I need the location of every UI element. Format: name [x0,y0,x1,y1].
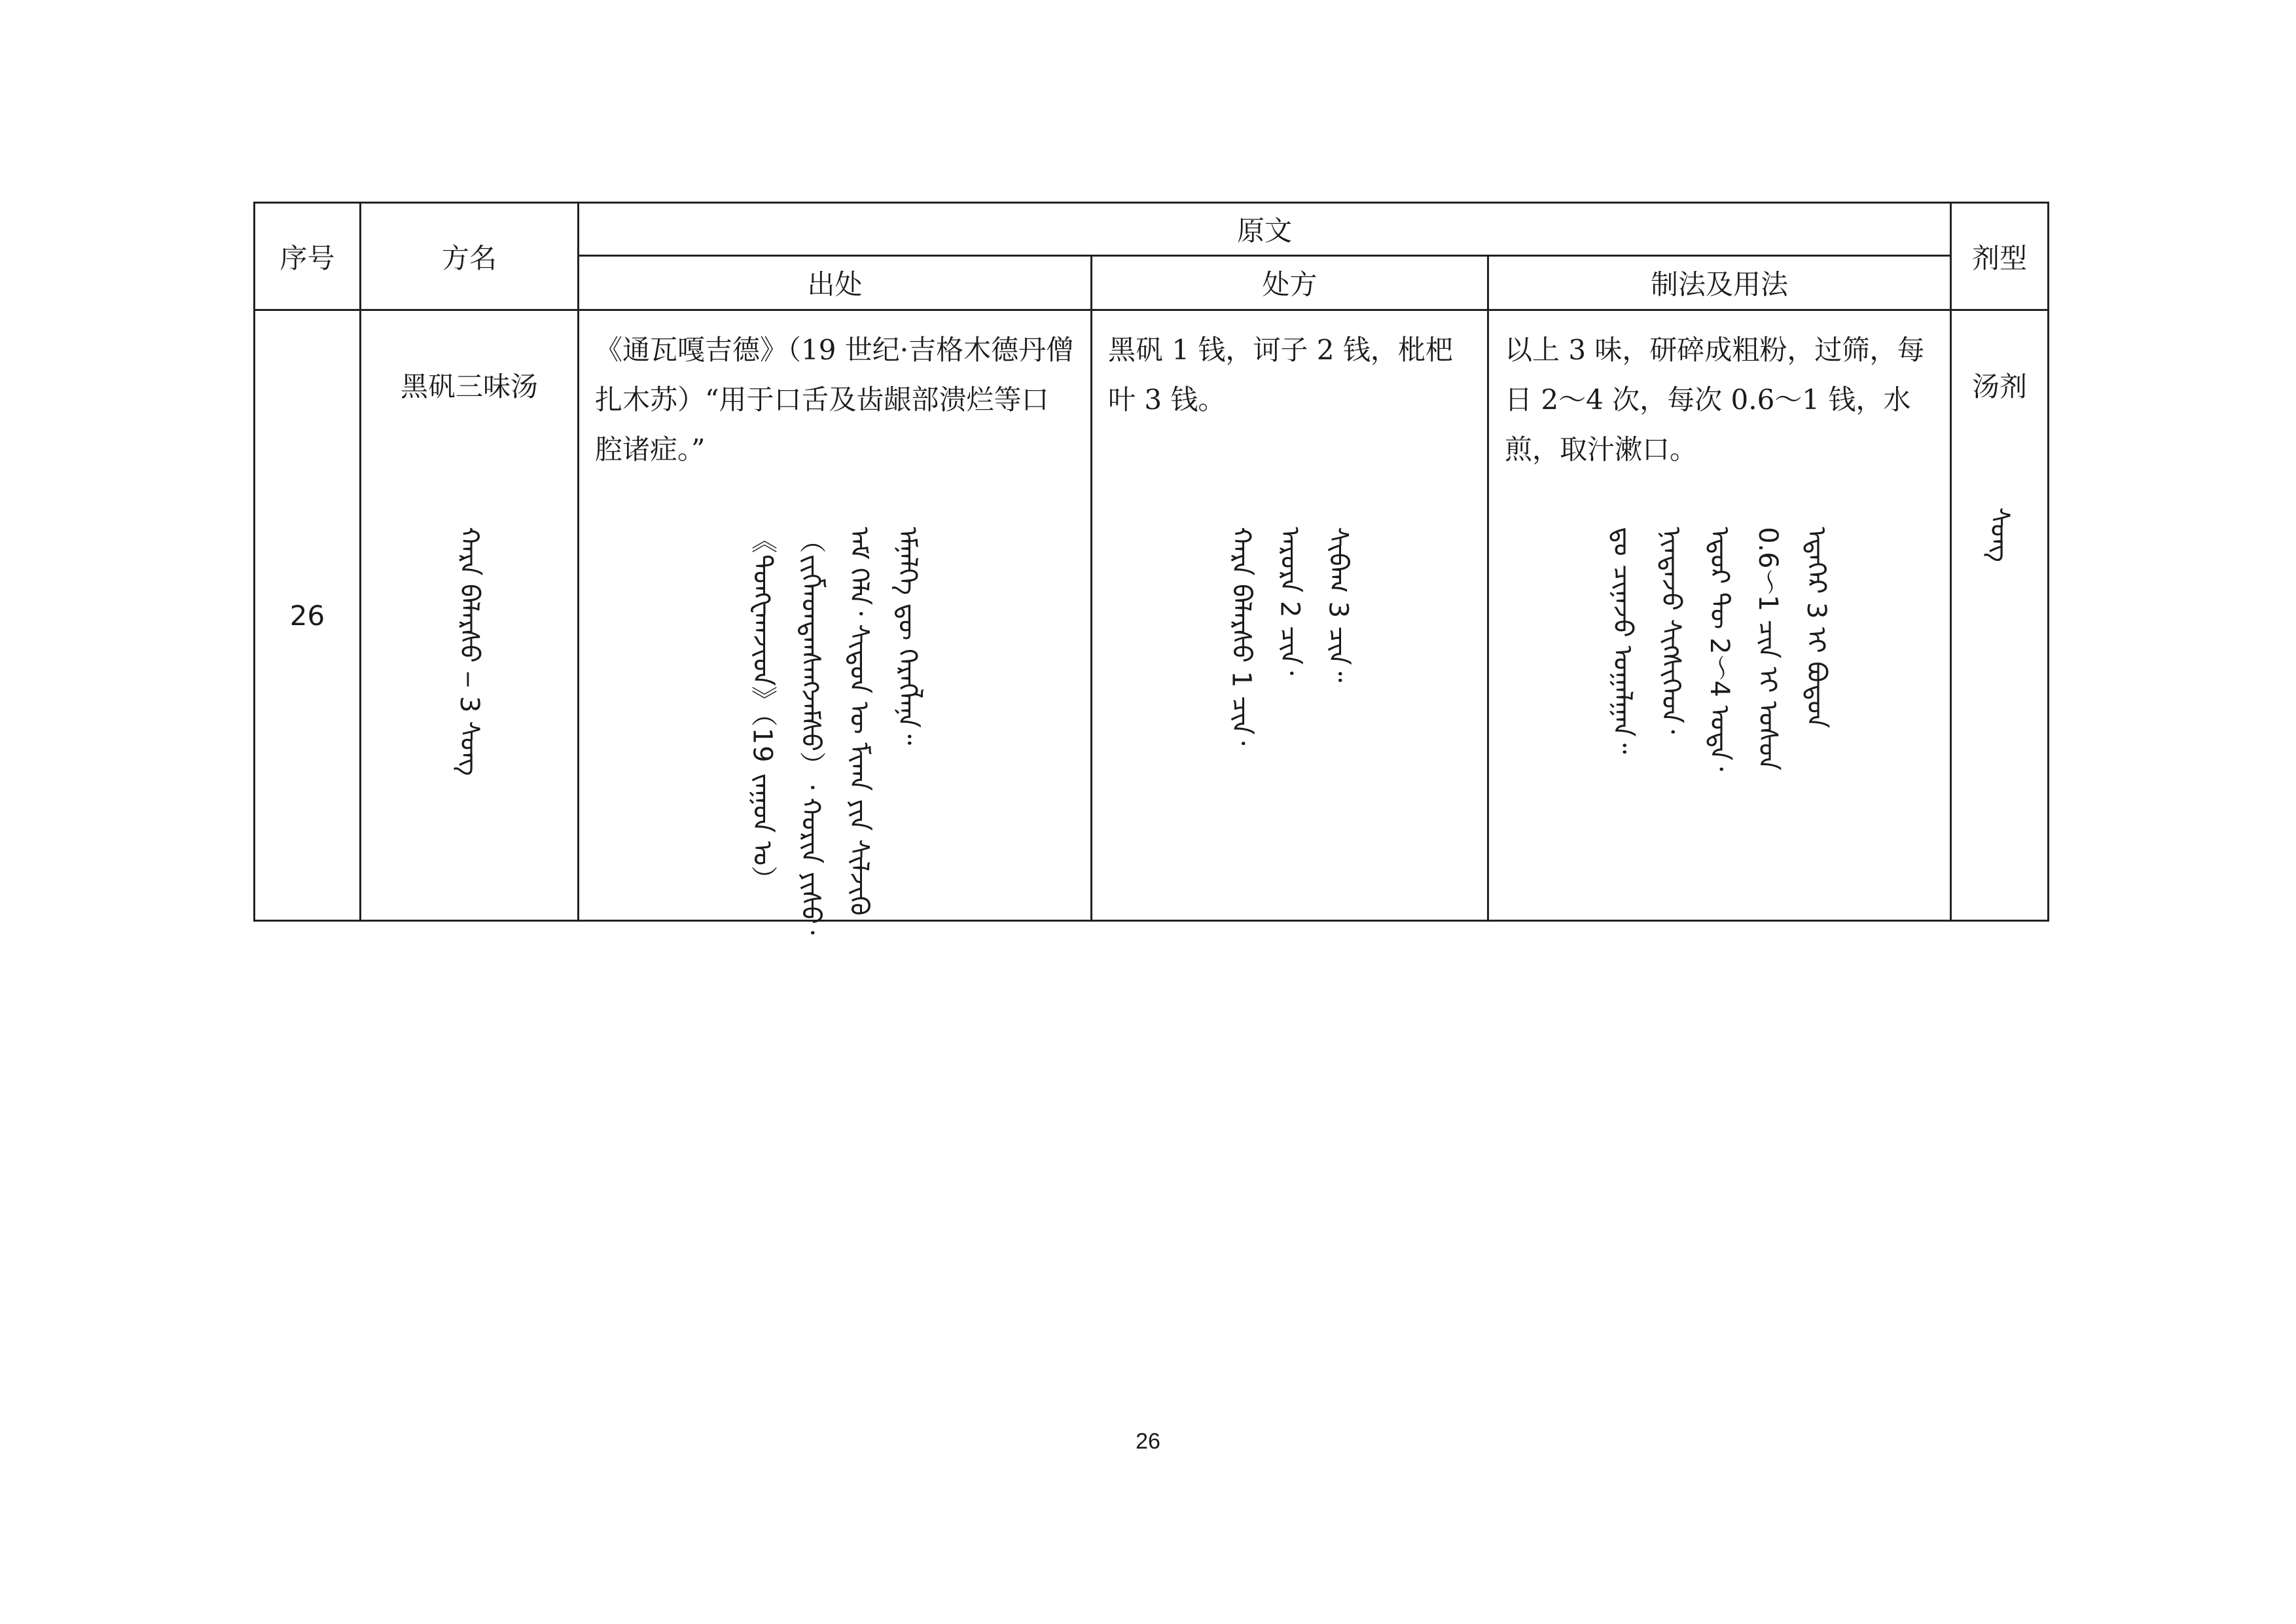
header-dosage-form: 剂型 [1951,203,2049,310]
header-seq: 序号 [255,203,361,310]
prescription-cell [1092,310,1488,921]
mongolian-text: ᠠᠷᠤᠷᠠ 2 ᠴᠢᠨ᠂ [1274,527,1305,676]
page-number: 26 [1136,1429,1160,1454]
dosage-form-mongolian [1952,507,2047,893]
header-name: 方名 [361,203,579,310]
dosage-form-cn: 汤剂 [1972,370,2028,403]
table-row [255,310,2049,921]
formula-table [253,202,2049,935]
source-mongolian [579,527,1090,935]
name-mongolian [361,527,577,893]
dosage-form-cell [1951,310,2049,921]
mongolian-text: 《ᠲᠣᠩᠸᠠᠭᠵᠢᠳ》（19 ᠵᠠᠭᠤᠨ ᠤ） [747,527,778,893]
mongolian-text: ᠨᠢᠨᠳᠡᠵᠦ ᠰᠢᠭᠰᠢᠭᠡᠳ᠂ [1656,527,1686,734]
method-cn: 以上 3 味，研碎成粗粉，过筛，每日 2～4 次，每次 0.6～1 钱，水煎，取汁漱口。 [1505,334,1925,465]
prescription-mongolian [1092,527,1487,893]
header-source: 出处 [579,256,1092,310]
seq-cell: 26 [255,310,361,921]
mongolian-text: ᠡᠳᠦᠷ ᠲᠦ 2～4 ᠤᠳᠠ᠂ [1704,527,1734,772]
header-prescription: 处方 [1092,256,1488,310]
mongolian-text: ᠳᠤ ᠴᠢᠨᠠᠵᠤ ᠤᠭᠠᠯᠭᠠᠨ᠃ [1607,527,1638,754]
mongolian-text: 0.6～1 ᠴᠢᠨ ᠢ ᠤᠰᠤᠨ [1753,527,1783,770]
mongolian-text: ᠡᠮᠨᠡᠯᠭᠡ ᠳᠦ ᠬᠡᠷᠡᠭᠯᠡᠨᠡ᠃ [892,527,923,746]
mongolian-text: ᠠᠮ ᠬᠡᠯᠡ᠂ ᠰᠢᠳᠦᠨ ᠦ ᠮᠢᠬᠠ ᠶᠢᠨ ᠰᠢᠯᠵᠢᠬᠦ [844,527,874,916]
header-original: 原文 [579,203,1951,256]
source-cn: 《通瓦嘎吉德》（19 世纪·吉格木德丹僧扎木苏）“用于口舌及齿龈部溃烂等口腔诸症。” [595,334,1074,465]
source-cell [579,310,1092,935]
mongolian-text: ᠬᠠᠷᠠ ᠪᠠᠯᠠᠷᠰᠦ 1 ᠴᠢᠨ᠂ [1226,527,1257,746]
header-method: 制法及用法 [1488,256,1951,310]
name-cn: 黑矾三味汤 [400,370,538,403]
mongolian-text: ᠡᠳᠡᠭᠡᠷ 3 ᠢ ᠪᠣᠳᠣᠨ [1801,527,1831,729]
mongolian-text: ᠬᠠᠷᠠ ᠪᠠᠯᠠᠷᠰᠦ ‒ 3 ᠰᠣᠩ [454,527,484,776]
prescription-cn: 黑矾 1 钱，诃子 2 钱，枇杷叶 3 钱。 [1108,334,1453,416]
method-cell [1488,310,1951,921]
mongolian-text: ᠰᠢᠪᠠᠭ 3 ᠴᠢᠨ᠃ [1323,527,1354,683]
mongolian-text: （ᠵᠢᠭᠮᠡᠳᠳᠠᠨᠰᠠᠩᠵᠠᠮᠰᠤ）᠂ ᠬᠣᠷᠢᠨ ᠶᠢᠰᠦ᠂ [795,527,826,935]
mongolian-text: ᠰᠣᠩ [1984,507,2015,562]
method-mongolian [1489,527,1950,893]
name-cell [361,310,579,921]
